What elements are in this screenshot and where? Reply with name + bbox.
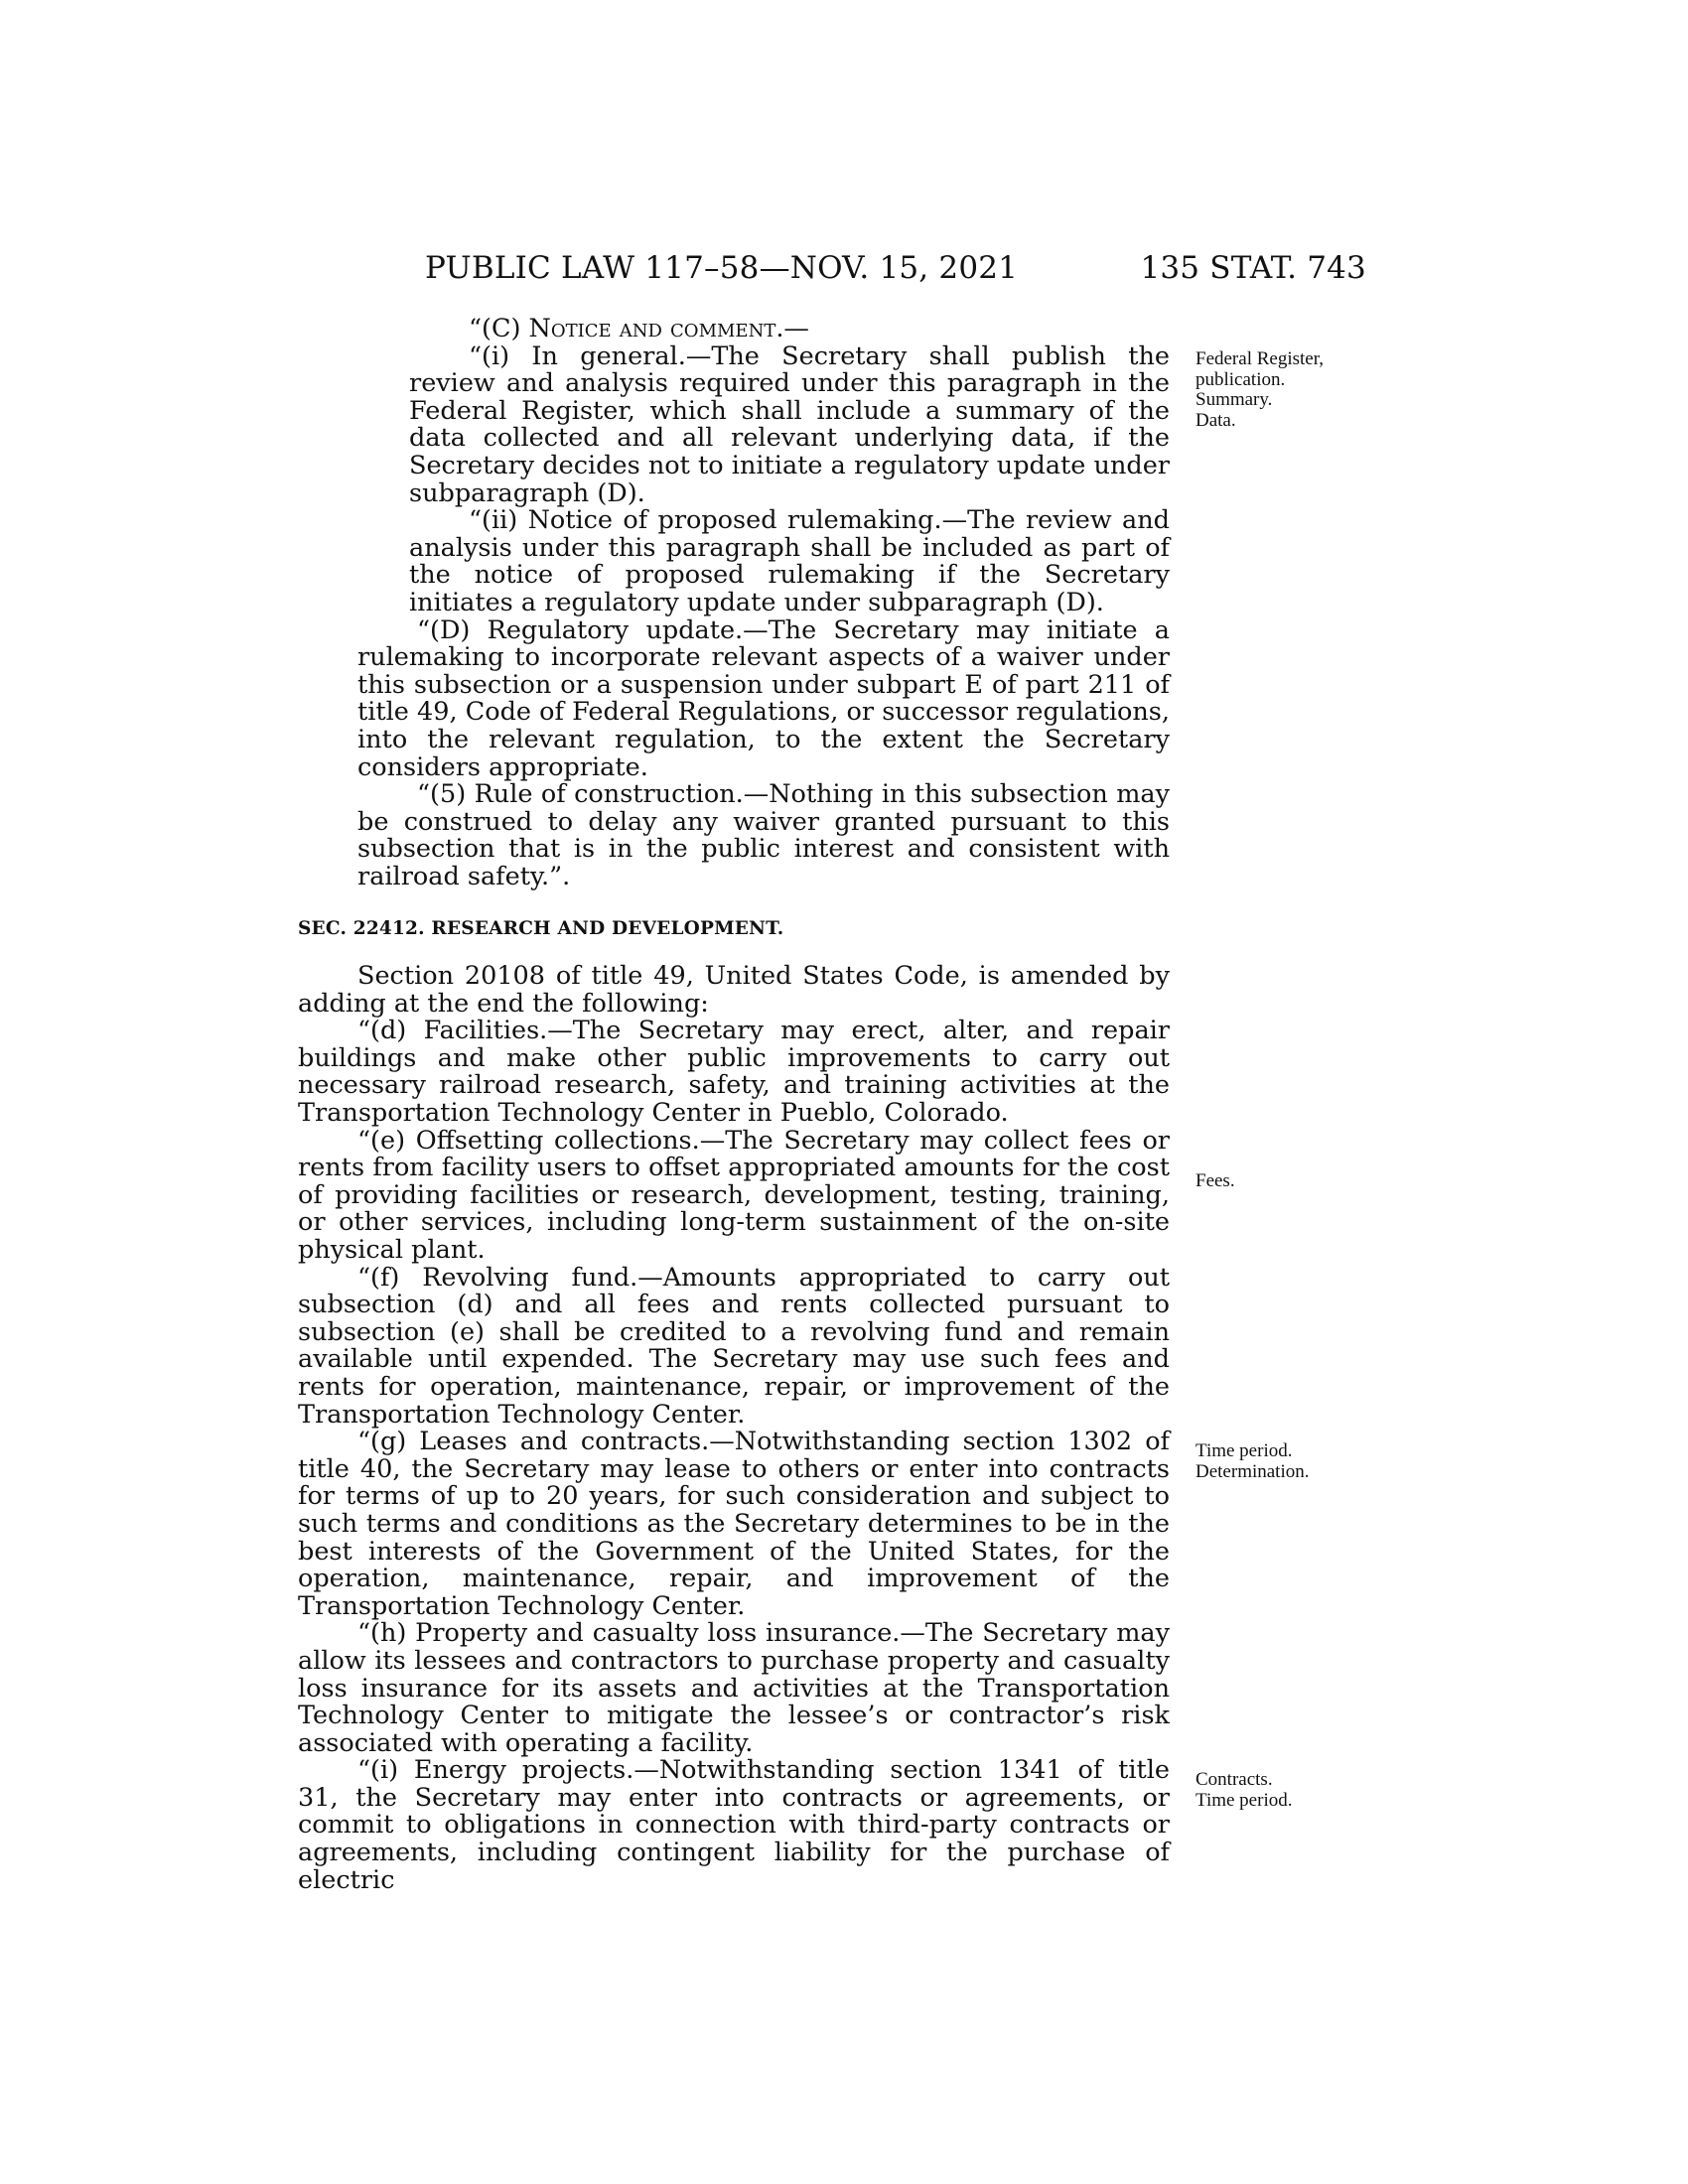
subsection-d: “(d) Facilities.—The Secretary may erect, alter, and repair buildings and make other public improvements to carry out necessary railroad research, safety, and training activities at the Transportation Technology Center in Pueblo, Colorado. xyxy=(298,1016,1170,1129)
paragraph-c-ii: “(ii) Notice of proposed rulemaking.—The review and analysis under this paragraph shall be included as part of the notice of proposed rulemaking if the Secretary initiates a regulatory update under subparagraph (D). xyxy=(409,505,1170,617)
margin-note-line: Summary. xyxy=(1196,389,1273,410)
subsection-g: “(g) Leases and contracts.—Notwithstanding section 1302 of title 40, the Secretary may lease to others or enter into contracts for terms of up to 20 years, for such consideration and subject to such terms and conditions as the Secretary determines to be in the best interests of the Government of the United States, for the operation, maintenance, repair, and improvement of the Transportation Technology Center. xyxy=(298,1427,1170,1621)
margin-note-line: Federal Register, xyxy=(1196,348,1325,369)
margin-note-contracts-time-period xyxy=(1196,1770,1292,1811)
margin-note-line: publication. xyxy=(1196,368,1286,390)
section-intro: Section 20108 of title 49, United States Code, is amended by adding at the end the following: xyxy=(298,961,1170,1019)
subsection-h: “(h) Property and casualty loss insurance.—The Secretary may allow its lessees and contractors to purchase property and casualty loss insurance for its assets and activities at the Transportation Technology Center to mitigate the lessee’s or contractor’s risk associated with operating a facility. xyxy=(298,1618,1170,1758)
paragraph-c-i: “(i) In general.—The Secretary shall publish the review and analysis required under this paragraph in the Federal Register, which shall include a summary of the data collected and all relevant underlying data, if the Secretary decides not to initiate a regulatory update under subparagraph (D). xyxy=(409,341,1170,508)
statute-page-number: 135 STAT. 743 xyxy=(1140,250,1366,286)
margin-note-line: Data. xyxy=(1196,409,1236,431)
margin-note-time-period-determination xyxy=(1196,1441,1310,1482)
subsection-e: “(e) Offsetting collections.—The Secretary may collect fees or rents from facility users to offset appropriated amounts for the cost of providing facilities or research, development, testing, training, or other services, including long-term sustainment of the on-site physical plant. xyxy=(298,1125,1170,1265)
public-law-citation: PUBLIC LAW 117–58—NOV. 15, 2021 xyxy=(425,250,1019,286)
paragraph-5: “(5) Rule of construction.—Nothing in this subsection may be construed to delay any waiver granted pursuant to this subsection that is in the public interest and consistent with railroad safety.”. xyxy=(357,779,1170,891)
margin-note-line: Determination. xyxy=(1196,1460,1310,1482)
subsection-f: “(f) Revolving fund.—Amounts appropriated to carry out subsection (d) and all fees and rents collected pursuant to subsection (e) shall be credited to a revolving fund and remain available until expended. The Secretary may use such fees and rents for operation, maintenance, repair, or improvement of the Transportation Technology Center. xyxy=(298,1262,1170,1430)
margin-note-line: Time period. xyxy=(1196,1789,1293,1811)
margin-note-line: Time period. xyxy=(1196,1440,1293,1461)
document-body xyxy=(298,316,1170,1894)
running-header xyxy=(425,250,1366,290)
subsection-i: “(i) Energy projects.—Notwithstanding section 1341 of title 31, the Secretary may enter into contracts or agreements, or commit to obligations in connection with third-party contracts or agreements, including contingent liability for the purchase of electric xyxy=(298,1755,1170,1895)
margin-note-fees: Fees. xyxy=(1196,1170,1235,1191)
paragraph-c-heading: “(C) Notice and comment.— xyxy=(469,314,809,343)
margin-note-line: Contracts. xyxy=(1196,1769,1273,1790)
paragraph-d: “(D) Regulatory update.—The Secretary may initiate a rulemaking to incorporate relevant aspects of a waiver under this subsection or a suspension under subpart E of part 211 of title 49, Code of Federal Regulations, or successor regulations, into the relevant regulation, to the extent the Secretary considers appropriate. xyxy=(357,614,1170,782)
section-heading: SEC. 22412. RESEARCH AND DEVELOPMENT. xyxy=(298,918,784,940)
margin-note-federal-register xyxy=(1196,349,1324,431)
